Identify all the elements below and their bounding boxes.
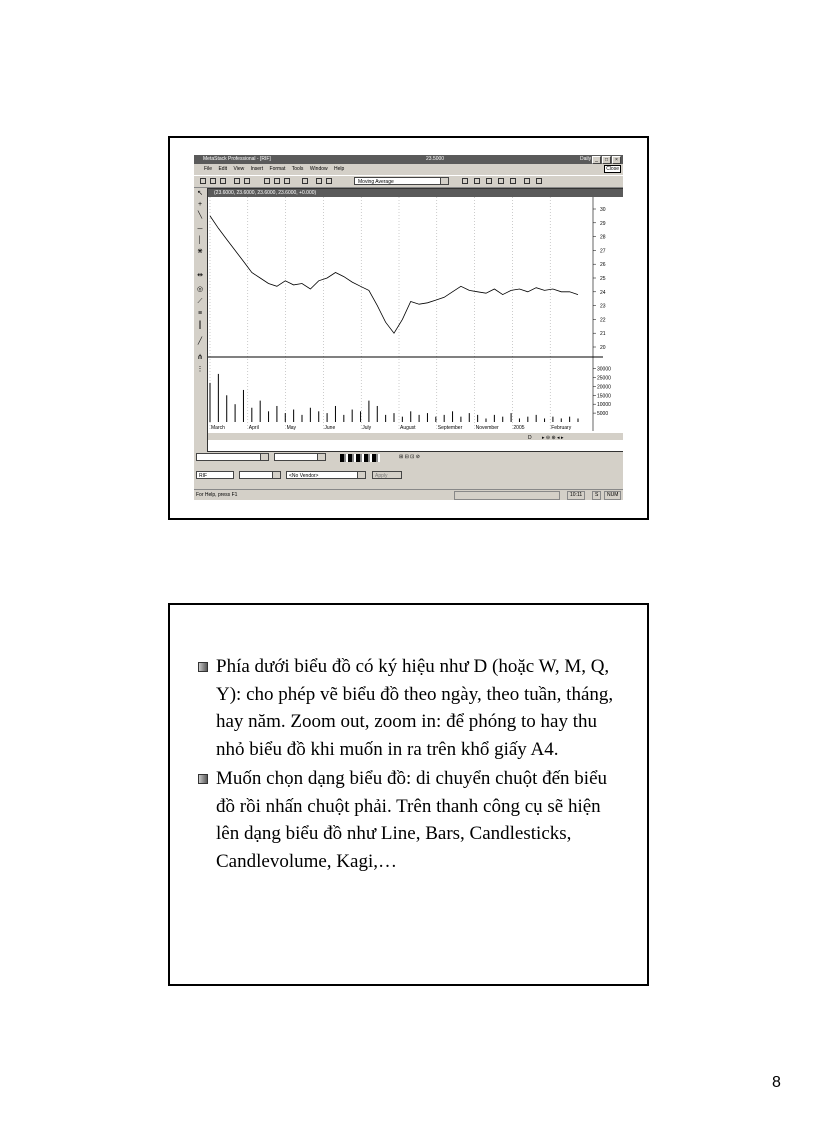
menu-window[interactable]: Window (309, 166, 328, 172)
volume-bars (210, 374, 578, 422)
menu-edit[interactable]: Edit (218, 166, 228, 172)
copy-icon[interactable] (274, 178, 280, 184)
indicator-select[interactable] (354, 177, 449, 185)
menu-tools[interactable]: Tools (291, 166, 304, 172)
close-icon[interactable]: × (612, 156, 621, 164)
price-tick-label: 25 (600, 276, 606, 282)
drawing-toolbar (194, 188, 206, 450)
price-tick-label: 28 (600, 234, 606, 241)
format-toolbar (194, 453, 623, 465)
price-tick-label: 27 (600, 248, 606, 255)
chevron-down-icon[interactable] (260, 454, 268, 460)
style-select[interactable] (196, 453, 269, 461)
periodicity-select[interactable] (239, 471, 281, 479)
chevron-down-icon[interactable] (317, 454, 325, 460)
menu-format[interactable]: Format (269, 166, 286, 172)
bullet-item (198, 765, 628, 875)
cycle-lines-icon[interactable]: ⇹ (197, 272, 203, 279)
chart-caption: (23.6000, 23.6000, 23.6000, 23.6000, +0.000) (208, 189, 623, 197)
price-tick-label: 24 (600, 289, 606, 296)
chevron-down-icon[interactable] (357, 472, 365, 478)
close-button[interactable]: Close (606, 166, 619, 172)
page-number: 8 (772, 1074, 781, 1091)
slide-text (168, 603, 649, 986)
price-tick-label: 20 (600, 345, 606, 351)
menu-insert[interactable]: Insert (250, 166, 264, 172)
menu-file[interactable]: File (204, 166, 213, 172)
line-tool-icon[interactable]: ╱ (197, 338, 203, 345)
cut-icon[interactable] (264, 178, 270, 184)
retracement-icon[interactable]: ≡ (197, 310, 203, 317)
bullet-text: Muốn chọn dạng biểu đồ: di chuyển chuột đến biểu đồ rồi nhấn chuột phải. Trên thanh công cụ sẽ hiện lên dạng biểu đồ như Line, Bars, Candlesticks, Candlevolume, Kagi,… (216, 768, 608, 872)
price-tick-label: 30 (600, 207, 606, 213)
bullet-square-icon (198, 774, 208, 784)
chevron-down-icon[interactable] (272, 472, 280, 478)
print-icon[interactable] (234, 178, 240, 184)
indicator-icon[interactable] (462, 178, 468, 184)
crosshair-icon[interactable]: + (197, 201, 203, 208)
volume-axis-ticks (593, 367, 611, 418)
price-tick-label: 29 (600, 220, 606, 227)
month-label: April (248, 425, 259, 431)
title-value: 23.5000 (426, 156, 445, 162)
title-bar (194, 155, 623, 164)
bullet-square-icon (198, 662, 208, 672)
bullet-text: Phía dưới biểu đồ có ký hiệu như D (hoặc W, M, Q, Y): cho phép vẽ biểu đồ theo ngày, theo tuần, tháng, hay năm. Zoom out, zoom in: để phóng to hay thu nhỏ biểu đồ khi muốn in ra trên khổ giấy A4. (216, 656, 614, 760)
month-gridlines (210, 197, 550, 429)
status-num: NUM (604, 491, 621, 500)
metastock-screenshot (194, 155, 623, 500)
price-tick-label: 23 (600, 303, 606, 310)
explorer-icon[interactable] (498, 178, 504, 184)
price-tick-label: 22 (600, 317, 606, 324)
gann-fan-icon[interactable]: ⟋ (197, 298, 203, 305)
indicator-select-value: Moving Average (358, 179, 394, 185)
status-s: S (592, 491, 601, 500)
binoculars-icon[interactable] (524, 178, 530, 184)
month-label: February (551, 425, 572, 431)
help-pointer-icon[interactable] (536, 178, 542, 184)
menu-bar (194, 165, 623, 173)
price-tick-label: 21 (600, 331, 606, 338)
security-field[interactable]: RIF (196, 471, 234, 479)
paste-icon[interactable] (284, 178, 290, 184)
volume-tick-label: 25000 (597, 375, 611, 382)
month-label: November (475, 425, 499, 431)
toolbar (194, 175, 623, 188)
title-period: Daily (580, 156, 592, 162)
security-toolbar (194, 471, 623, 483)
attachment-icons[interactable]: ⊞ ⊟ ⊡ ⊘ (399, 454, 420, 460)
month-label: June (324, 425, 336, 431)
zoom-icon[interactable] (326, 178, 332, 184)
month-label: September (437, 425, 463, 431)
bullet-list (198, 653, 628, 877)
volume-tick-label: 5000 (597, 411, 609, 418)
chart-window[interactable] (207, 188, 623, 452)
menu-help[interactable]: Help (334, 166, 345, 172)
vendor-select-value: <No Vendor> (289, 473, 319, 479)
pointer-icon[interactable]: ↖ (197, 190, 203, 197)
nav-period-letter: D (528, 435, 532, 441)
print-preview-icon[interactable] (244, 178, 250, 184)
apply-button[interactable]: Apply (372, 471, 402, 479)
volume-tick-label: 30000 (597, 366, 611, 373)
new-icon[interactable] (200, 178, 206, 184)
status-time: 10:11 (567, 491, 585, 500)
chevron-down-icon[interactable] (440, 178, 448, 184)
bullet-item (198, 653, 628, 763)
status-help: For Help, press F1 (196, 492, 238, 498)
volume-tick-label: 20000 (597, 384, 611, 391)
month-label: May (286, 425, 297, 431)
volume-tick-label: 15000 (597, 393, 611, 400)
minimize-icon[interactable]: _ (592, 156, 601, 164)
price-series-line (210, 216, 578, 333)
month-label: July (362, 425, 372, 431)
month-label: 2005 (513, 425, 525, 431)
price-tick-label: 26 (600, 262, 606, 269)
ellipse-icon[interactable]: ◎ (196, 286, 204, 293)
grid-icon[interactable]: ⋮ (196, 366, 204, 373)
system-tester-icon[interactable] (510, 178, 516, 184)
menu-view[interactable]: View (233, 166, 245, 172)
status-bar (194, 489, 623, 500)
maximize-icon[interactable]: □ (602, 156, 611, 164)
vertical-line-icon[interactable]: │ (197, 237, 203, 244)
color-palette[interactable] (340, 454, 380, 462)
app-title: MetaStack Professional - [RIF] (203, 156, 271, 162)
properties-icon[interactable] (316, 178, 322, 184)
undo-icon[interactable] (302, 178, 308, 184)
expert-icon[interactable] (474, 178, 480, 184)
month-label: March (211, 425, 225, 431)
price-axis-ticks (593, 207, 606, 351)
month-label: August (400, 425, 416, 431)
volume-tick-label: 10000 (597, 402, 611, 409)
zoom-controls-icon: ▸ ⊖ ⊕ ◂ ▸ (542, 435, 564, 441)
vendor-select[interactable] (286, 471, 366, 479)
trendline-icon[interactable]: ╲ (197, 212, 203, 219)
time-zones-icon[interactable]: ║ (197, 322, 203, 329)
slide-screenshot (168, 136, 649, 520)
horizontal-line-icon[interactable]: ─ (197, 226, 203, 233)
status-panel-empty (454, 491, 560, 500)
save-icon[interactable] (220, 178, 226, 184)
weight-select[interactable] (274, 453, 326, 461)
open-icon[interactable] (210, 178, 216, 184)
month-axis-labels (211, 425, 572, 431)
price-volume-chart[interactable] (208, 197, 623, 451)
fan-lines-icon[interactable]: ⋇ (197, 248, 203, 255)
function-icon[interactable] (486, 178, 492, 184)
andrews-pitchfork-icon[interactable]: ⋔ (197, 354, 203, 361)
